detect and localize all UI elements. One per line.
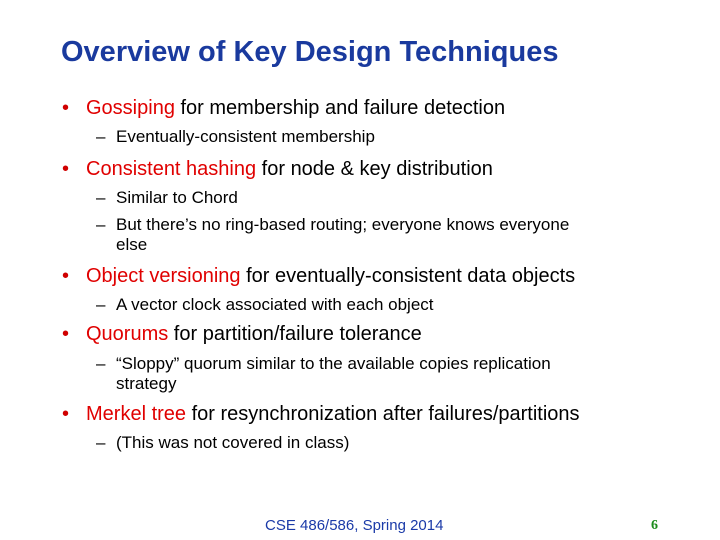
sub-bullet: – A vector clock associated with each object <box>96 295 434 314</box>
bullet-dot-icon: • <box>62 97 70 119</box>
bullet-dot-icon: • <box>62 158 70 180</box>
bullet-text: for resynchronization after failures/partitions <box>186 403 580 425</box>
bullet-quorums <box>62 322 422 346</box>
bullet-keyword: Object versioning <box>86 265 241 287</box>
bullet-dot-icon: • <box>62 403 70 425</box>
bullet-keyword: Merkel tree <box>86 403 187 425</box>
bullet-text: for partition/failure tolerance <box>168 323 422 345</box>
sub-bullet-continuation: else <box>116 235 148 254</box>
sub-bullet-text: (This was not covered in class) <box>116 433 350 452</box>
sub-bullet: – Eventually-consistent membership <box>96 127 375 146</box>
bullet-text: for node & key distribution <box>256 158 493 180</box>
bullet-keyword: Gossiping <box>86 97 175 119</box>
sub-bullet: – But there’s no ring-based routing; everyone knows everyone else <box>96 215 570 254</box>
bullet-merkel-tree <box>62 402 580 426</box>
slide-title: Overview of Key Design Techniques <box>61 36 559 68</box>
page-number: 6 <box>651 518 658 533</box>
bullet-keyword: Consistent hashing <box>86 158 257 180</box>
sub-bullet-text: A vector clock associated with each object <box>116 295 434 314</box>
sub-bullet: – Similar to Chord <box>96 188 238 207</box>
sub-bullet-continuation: strategy <box>116 374 177 393</box>
bullet-text: for membership and failure detection <box>174 97 506 119</box>
bullet-dot-icon: • <box>62 323 70 345</box>
bullet-object-versioning <box>62 264 575 288</box>
sub-bullet: – “Sloppy” quorum similar to the available copies replication strategy <box>96 354 551 393</box>
sub-bullet-text: Similar to Chord <box>116 188 238 207</box>
bullet-gossiping <box>62 96 505 120</box>
sub-bullet-text: Eventually-consistent membership <box>116 127 375 146</box>
bullet-text: for eventually-consistent data objects <box>240 265 576 287</box>
sub-bullet: – (This was not covered in class) <box>96 433 350 452</box>
bullet-dot-icon: • <box>62 265 70 287</box>
slide-footer: CSE 486/586, Spring 2014 <box>265 517 444 534</box>
bullet-consistent-hashing <box>62 157 493 181</box>
sub-bullet-text: But there’s no ring-based routing; everyone knows everyone <box>116 215 570 234</box>
sub-bullet-text: “Sloppy” quorum similar to the available copies replication <box>116 354 551 373</box>
bullet-keyword: Quorums <box>86 323 169 345</box>
